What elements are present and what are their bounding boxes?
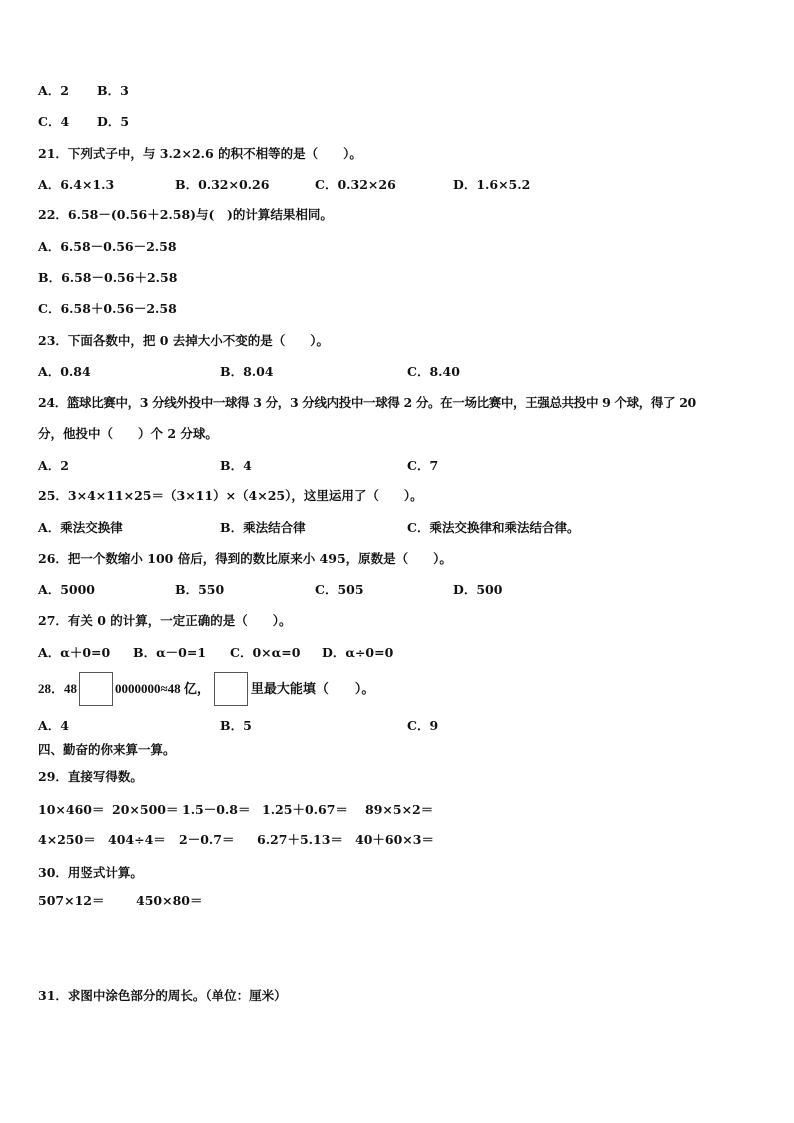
q29-item: 1.25＋0.67＝ xyxy=(262,802,348,817)
q27-option-b: B．α－0=1 xyxy=(133,645,207,660)
q29-item: 89×5×2＝ xyxy=(365,802,434,817)
q23-option-b: B．8.04 xyxy=(220,364,274,379)
q21-option-d: D．1.6×5.2 xyxy=(453,177,531,192)
q24-stem-line2: 分，他投中（ ）个 2 分球。 xyxy=(38,426,218,441)
q28-blank-box-1 xyxy=(79,672,113,706)
q28-stem-line xyxy=(38,672,374,706)
q29-stem: 29．直接写得数。 xyxy=(38,769,143,784)
section-4-heading: 四、勤奋的你来算一算。 xyxy=(38,742,176,757)
q24-stem-line1: 24．篮球比赛中，3 分线外投中一球得 3 分，3 分线内投中一球得 2 分。在一场比赛中，王强总共投中 9 个球，得了 20 xyxy=(38,395,696,410)
q22-stem: 22．6.58－(0.56＋2.58)与( )的计算结果相同。 xyxy=(38,207,333,222)
q21-option-b: B．0.32×0.26 xyxy=(175,177,270,192)
q27-stem: 27．有关 0 的计算，一定正确的是（ ）。 xyxy=(38,613,292,628)
q30-stem: 30．用竖式计算。 xyxy=(38,865,143,880)
q23-stem: 23．下面各数中，把 0 去掉大小不变的是（ ）。 xyxy=(38,333,330,348)
q29-item: 404÷4＝ xyxy=(108,832,166,847)
q26-option-b: B．550 xyxy=(175,582,225,597)
q28-option-c: C．9 xyxy=(407,718,439,733)
q29-item: 20×500＝ xyxy=(112,802,179,817)
q24-option-b: B．4 xyxy=(220,458,252,473)
q28-stem-part1: 28．48 xyxy=(38,681,78,696)
q26-option-d: D．500 xyxy=(453,582,503,597)
q25-option-a: A．乘法交换律 xyxy=(38,520,123,535)
q28-stem-part3: 里最大能填（ ）。 xyxy=(250,681,375,696)
q29-item: 10×460＝ xyxy=(38,802,105,817)
q27-option-c: C．0×α=0 xyxy=(230,645,301,660)
q22-option-a: A．6.58－0.56－2.58 xyxy=(38,239,177,254)
q28-stem-part2: 0000000≈48 亿， xyxy=(115,681,210,696)
q28-option-a: A．4 xyxy=(38,718,69,733)
q27-option-d: D．α÷0=0 xyxy=(322,645,394,660)
q29-item: 2－0.7＝ xyxy=(179,832,235,847)
q28-option-b: B．5 xyxy=(220,718,252,733)
q21-option-a: A．6.4×1.3 xyxy=(38,177,115,192)
q28-blank-box-2 xyxy=(214,672,248,706)
q27-option-a: A．α＋0=0 xyxy=(38,645,111,660)
q29-item: 4×250＝ xyxy=(38,832,96,847)
q21-stem: 21．下列式子中，与 3.2×2.6 的积不相等的是（ ）。 xyxy=(38,146,362,161)
q29-item: 40＋60×3＝ xyxy=(355,832,434,847)
q29-item: 6.27＋5.13＝ xyxy=(257,832,343,847)
q22-option-c: C．6.58＋0.56－2.58 xyxy=(38,301,177,316)
q30-item: 507×12＝ xyxy=(38,893,105,908)
q26-option-c: C．505 xyxy=(315,582,364,597)
q26-option-a: A．5000 xyxy=(38,582,95,597)
q22-option-b: B．6.58－0.56＋2.58 xyxy=(38,270,178,285)
q30-item: 450×80＝ xyxy=(136,893,203,908)
q25-option-c: C．乘法交换律和乘法结合律。 xyxy=(407,520,580,535)
q23-option-c: C．8.40 xyxy=(407,364,460,379)
q29-item: 1.5－0.8＝ xyxy=(182,802,251,817)
q31-stem: 31．求图中涂色部分的周长。（单位：厘米） xyxy=(38,988,287,1003)
q25-stem: 25．3×4×11×25＝（3×11）×（4×25），这里运用了（ ）。 xyxy=(38,488,423,503)
q24-option-a: A．2 xyxy=(38,458,69,473)
q23-option-a: A．0.84 xyxy=(38,364,91,379)
q25-option-b: B．乘法结合律 xyxy=(220,520,306,535)
q26-stem: 26．把一个数缩小 100 倍后，得到的数比原来小 495，原数是（ ）。 xyxy=(38,551,452,566)
q20-option-d: D．5 xyxy=(97,114,130,129)
q20-option-a: A．2 xyxy=(38,83,69,98)
q24-option-c: C．7 xyxy=(407,458,439,473)
q21-option-c: C．0.32×26 xyxy=(315,177,396,192)
q20-option-b: B．3 xyxy=(97,83,129,98)
q20-option-c: C．4 xyxy=(38,114,70,129)
